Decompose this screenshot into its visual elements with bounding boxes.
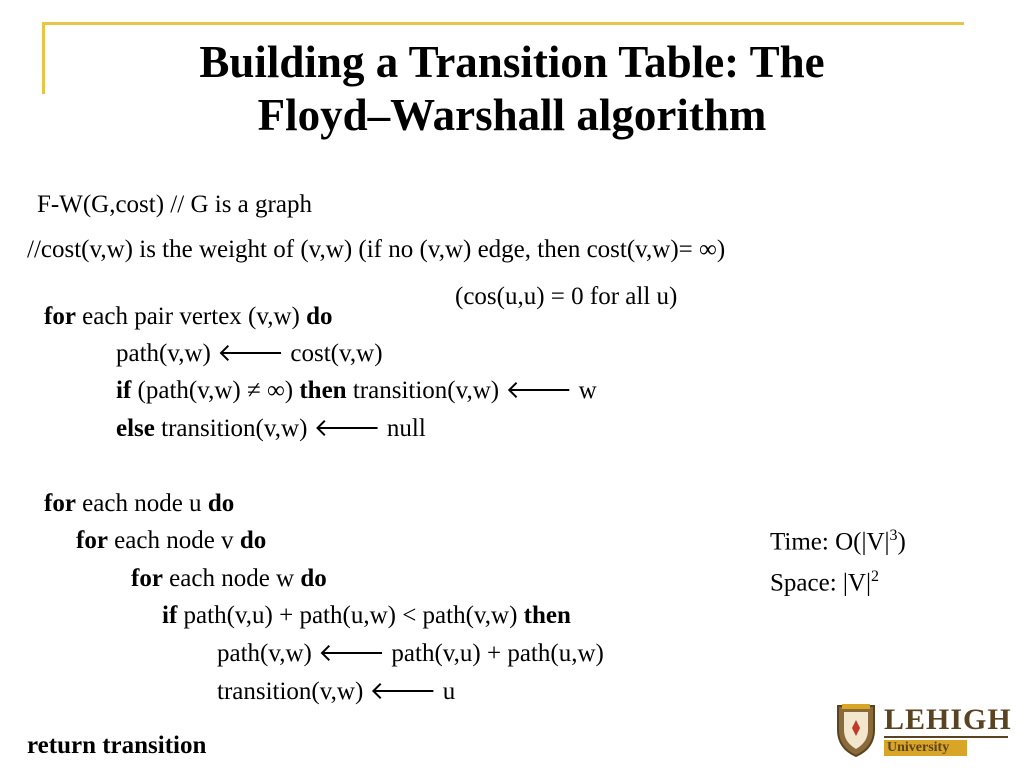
code-line-return xyxy=(27,731,206,761)
function-signature: F-W(G,cost) // G is a graph xyxy=(37,191,312,218)
frame-left-line xyxy=(42,22,45,94)
keyword-do: do xyxy=(239,527,267,554)
code-line-assign-path xyxy=(116,339,383,369)
title-line-2: Floyd–Warshall algorithm xyxy=(257,90,767,140)
keyword-do: do xyxy=(300,565,327,592)
code-text: transition(v,w) 🡐 null xyxy=(154,415,426,442)
time-close: ) xyxy=(897,528,906,556)
code-text: path(v,w) 🡐 cost(v,w) xyxy=(116,340,383,367)
keyword-do: do xyxy=(306,303,333,330)
code-line-for-v xyxy=(76,526,266,556)
time-exponent: 3 xyxy=(889,527,898,544)
keyword-for: for xyxy=(44,490,76,517)
keyword-then: then xyxy=(299,377,347,404)
slide-title xyxy=(60,36,964,142)
keyword-return: return transition xyxy=(27,732,207,759)
lehigh-logo xyxy=(834,700,1014,760)
code-text: path(v,w) 🡐 path(v,u) + path(u,w) xyxy=(217,640,604,667)
title-line-1: Building a Transition Table: The xyxy=(199,37,825,87)
keyword-for: for xyxy=(44,303,76,330)
space-complexity xyxy=(770,562,879,598)
code-text: path(v,u) + path(u,w) < path(v,w) xyxy=(177,602,524,629)
cost-comment: //cost(v,w) is the weight of (v,w) (if no (v,w) edge, then cost(v,w)= ∞) xyxy=(27,236,726,263)
keyword-for: for xyxy=(76,527,108,554)
code-line-for-w xyxy=(131,564,327,594)
code-line-if-shorter xyxy=(162,601,571,631)
logo-subtitle: University xyxy=(884,740,967,756)
logo-wordmark: LEHIGH xyxy=(884,703,1012,736)
code-line-else xyxy=(116,414,426,444)
code-line-update-transition xyxy=(217,677,455,707)
code-text: transition(v,w) 🡐 u xyxy=(217,678,456,705)
code-line-if xyxy=(116,376,597,406)
code-line-for-u xyxy=(44,489,234,519)
keyword-else: else xyxy=(116,415,155,442)
time-text: Time: O(|V| xyxy=(770,528,890,556)
code-text: transition(v,w) 🡐 w xyxy=(346,377,597,404)
time-complexity xyxy=(770,521,906,557)
space-exponent: 2 xyxy=(870,568,879,585)
cost-self-comment: (cos(u,u) = 0 for all u) xyxy=(455,283,678,310)
keyword-if: if xyxy=(162,602,178,629)
lehigh-shield-icon xyxy=(834,702,878,758)
keyword-if: if xyxy=(116,377,132,404)
frame-top-line xyxy=(42,22,964,25)
code-line-for-pair xyxy=(44,302,333,332)
code-line-update-path xyxy=(217,639,604,669)
space-text: Space: |V| xyxy=(770,569,871,597)
code-text: (path(v,w) ≠ ∞) xyxy=(131,377,300,404)
keyword-then: then xyxy=(523,602,571,629)
code-text: each node u xyxy=(75,490,208,517)
code-text: each pair vertex (v,w) xyxy=(75,303,307,330)
code-text: each node v xyxy=(107,527,240,554)
keyword-do: do xyxy=(207,490,235,517)
logo-rule xyxy=(884,736,1008,738)
keyword-for: for xyxy=(131,565,163,592)
code-text: each node w xyxy=(162,565,301,592)
